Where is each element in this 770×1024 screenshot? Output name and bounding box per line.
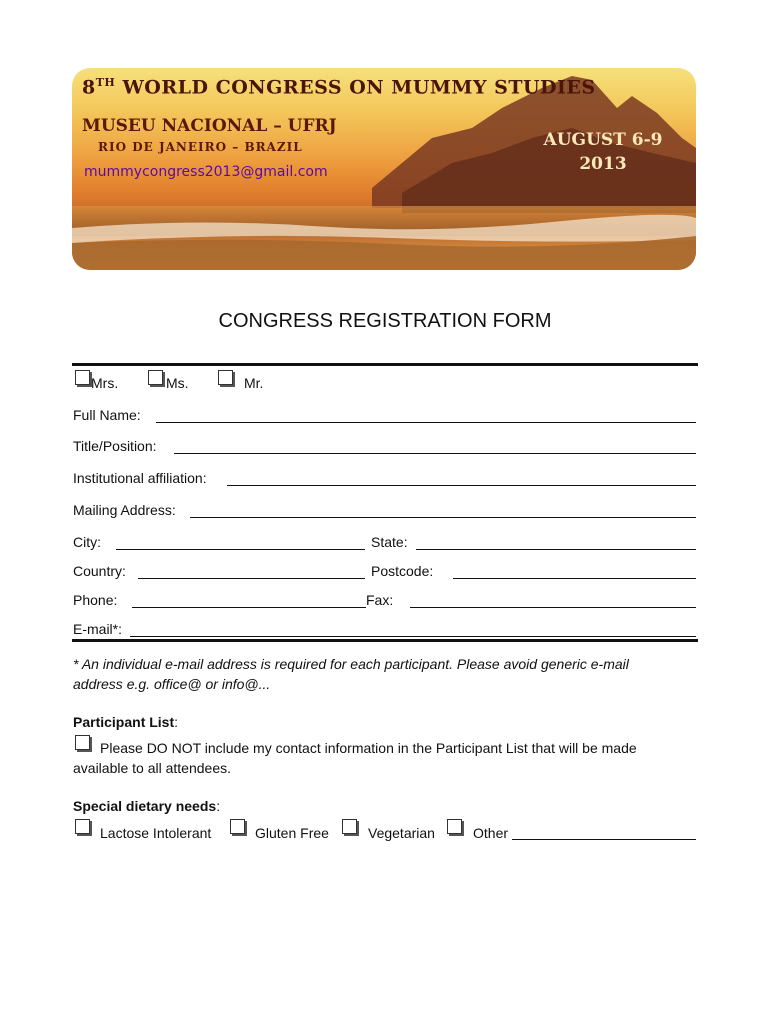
- participant-list-heading: Participant List:: [73, 714, 179, 730]
- form-title: CONGRESS REGISTRATION FORM: [218, 310, 552, 332]
- mr-label: Mr.: [244, 375, 264, 391]
- mailing-address-field[interactable]: [190, 517, 696, 518]
- exclude-from-list-checkbox[interactable]: [75, 735, 90, 750]
- congress-banner: [72, 68, 696, 270]
- city-field[interactable]: [116, 549, 365, 550]
- bottom-divider: [72, 639, 698, 642]
- other-dietary-field[interactable]: [512, 839, 696, 840]
- mrs-label: Mrs.: [91, 375, 119, 391]
- email-note-line2: address e.g. office@ or info@...: [73, 676, 271, 692]
- gluten-free-checkbox[interactable]: [230, 819, 245, 834]
- email-label: E-mail*:: [73, 621, 123, 637]
- lactose-intolerant-checkbox[interactable]: [75, 819, 90, 834]
- museum-name: MUSEU NACIONAL – UFRJ: [82, 116, 337, 136]
- city-label: City:: [73, 534, 101, 550]
- email-field[interactable]: [130, 636, 696, 637]
- vegetarian-label: Vegetarian: [368, 825, 435, 841]
- mailing-address-label: Mailing Address:: [73, 502, 176, 518]
- congress-title: 8TH WORLD CONGRESS ON MUMMY STUDIES: [82, 76, 596, 99]
- phone-label: Phone:: [73, 592, 118, 608]
- ms-checkbox[interactable]: [148, 370, 163, 385]
- exclude-from-list-line2: available to all attendees.: [73, 760, 231, 776]
- congress-email[interactable]: mummycongress2013@gmail.com: [84, 164, 328, 180]
- fax-field[interactable]: [410, 607, 696, 608]
- state-label: State:: [371, 534, 408, 550]
- phone-field[interactable]: [132, 607, 366, 608]
- title-position-label: Title/Position:: [73, 438, 157, 454]
- congress-city: RIO DE JANEIRO – BRAZIL: [98, 140, 303, 154]
- exclude-from-list-line1: Please DO NOT include my contact information in the Participant List that will be made: [100, 740, 637, 756]
- affiliation-label: Institutional affiliation:: [73, 470, 207, 486]
- lactose-intolerant-label: Lactose Intolerant: [100, 825, 212, 841]
- full-name-field[interactable]: [156, 422, 696, 423]
- email-note-line1: * An individual e-mail address is required for each participant. Please avoid generic e-mail: [73, 656, 629, 672]
- other-checkbox[interactable]: [447, 819, 462, 834]
- fax-label: Fax:: [366, 592, 394, 608]
- affiliation-field[interactable]: [227, 485, 696, 486]
- country-field[interactable]: [138, 578, 365, 579]
- mrs-checkbox[interactable]: [75, 370, 90, 385]
- postcode-label: Postcode:: [371, 563, 434, 579]
- top-divider: [72, 363, 698, 366]
- ms-label: Ms.: [166, 375, 189, 391]
- postcode-field[interactable]: [453, 578, 696, 579]
- other-label: Other: [473, 825, 509, 841]
- congress-date: AUGUST 6-9 2013: [543, 130, 663, 174]
- mr-checkbox[interactable]: [218, 370, 233, 385]
- title-position-field[interactable]: [174, 453, 696, 454]
- country-label: Country:: [73, 563, 126, 579]
- vegetarian-checkbox[interactable]: [342, 819, 357, 834]
- state-field[interactable]: [416, 549, 696, 550]
- full-name-label: Full Name:: [73, 407, 141, 423]
- dietary-heading: Special dietary needs:: [73, 798, 221, 814]
- gluten-free-label: Gluten Free: [255, 825, 329, 841]
